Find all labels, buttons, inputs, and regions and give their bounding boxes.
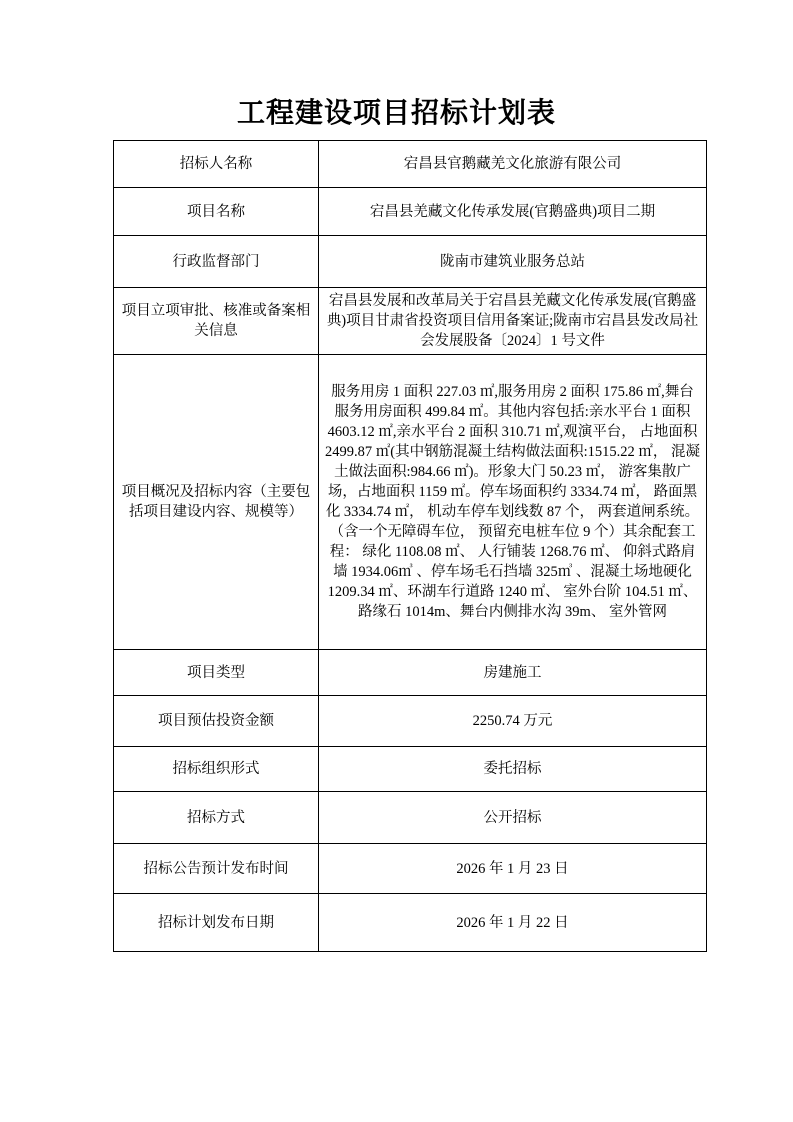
row-value: 服务用房 1 面积 227.03 ㎡,服务用房 2 面积 175.86 ㎡,舞台服务用房面积 499.84 ㎡。其他内容包括:亲水平台 1 面积 4603.12 ㎡,亲水平台 2 面积 310.71 ㎡,观演平台， 占地面积 2499.87 ㎡(其中钢筋混凝土结构做法面积:1515.22 ㎡， 混凝土做法面积:984.66 ㎡)。形象大门 50.23 ㎡， 游客集散广场，占地面积 1159 ㎡。停车场面积约 3334.74 ㎡， 路面黑化 3334.74 ㎡， 机动车停车划线数 87 个， 两套道闸系统。 （含一个无障碍车位， 预留充电桩车位 9 个）其余配套工程： 绿化 1108.08 ㎡、 人行铺装 1268.76 ㎡、 仰斜式路肩墙 1934.06㎥ 、停车场毛石挡墙 325㎥ 、混凝土场地硬化 1209.34 ㎡、环湖车行道路 1240 ㎡、 室外台阶 104.51 ㎡、 路缘石 1014m、舞台内侧排水沟 39m、 室外管网 <box>319 355 707 650</box>
table-row <box>114 188 707 236</box>
row-value: 宕昌县羌藏文化传承发展(官鹅盛典)项目二期 <box>319 188 707 236</box>
row-label: 招标人名称 <box>114 141 319 188</box>
table-row <box>114 288 707 355</box>
table-row <box>114 747 707 792</box>
table-row <box>114 894 707 952</box>
table-row <box>114 236 707 288</box>
row-value: 公开招标 <box>319 792 707 844</box>
table-row <box>114 650 707 696</box>
document-title: 工程建设项目招标计划表 <box>236 97 556 128</box>
row-label: 行政监督部门 <box>114 236 319 288</box>
row-value: 2250.74 万元 <box>319 696 707 747</box>
row-label: 招标组织形式 <box>114 747 319 792</box>
row-label: 项目名称 <box>114 188 319 236</box>
row-value: 2026 年 1 月 22 日 <box>319 894 707 952</box>
row-value: 2026 年 1 月 23 日 <box>319 844 707 894</box>
bidding-table-body <box>114 141 707 952</box>
row-value: 宕昌县官鹅藏羌文化旅游有限公司 <box>319 141 707 188</box>
table-row <box>114 696 707 747</box>
row-value: 房建施工 <box>319 650 707 696</box>
row-label: 招标方式 <box>114 792 319 844</box>
row-label: 招标公告预计发布时间 <box>114 844 319 894</box>
row-value: 陇南市建筑业服务总站 <box>319 236 707 288</box>
row-value: 宕昌县发展和改革局关于宕昌县羌藏文化传承发展(官鹅盛典)项目甘肃省投资项目信用备案证;陇南市宕昌县发改局社会发展股备〔2024〕1 号文件 <box>319 288 707 355</box>
row-label: 项目预估投资金额 <box>114 696 319 747</box>
row-label: 项目概况及招标内容（主要包括项目建设内容、规模等） <box>114 355 319 650</box>
row-label: 项目类型 <box>114 650 319 696</box>
row-label: 招标计划发布日期 <box>114 894 319 952</box>
row-label: 项目立项审批、核准或备案相关信息 <box>114 288 319 355</box>
table-row <box>114 355 707 650</box>
table-row <box>114 844 707 894</box>
bidding-plan-table <box>113 140 707 952</box>
table-row <box>114 792 707 844</box>
table-row <box>114 141 707 188</box>
row-value: 委托招标 <box>319 747 707 792</box>
